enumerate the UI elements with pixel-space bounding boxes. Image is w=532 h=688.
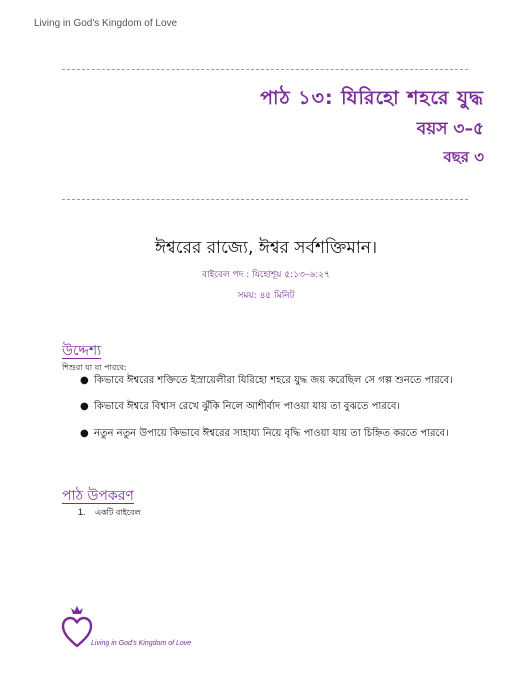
lesson-title: পাঠ ১৩: যিরিহো শহরে যুদ্ধ xyxy=(260,87,484,109)
objective-text: কিভাবে ঈশ্বরে বিশ্বাস রেখে ঝুঁকি নিলে আশীর্বাদ পাওয়া যায় তা বুঝতে পারবে। xyxy=(94,401,400,412)
lesson-title-block xyxy=(260,84,484,170)
objectives-intro: শিশুরা যা যা পারবে: xyxy=(62,363,127,372)
theme-statement: ঈশ্বরের রাজ্যে, ঈশ্বর সর্বশক্তিমান। xyxy=(154,238,378,258)
material-item xyxy=(78,507,140,520)
objectives-heading: উদ্দেশ্য xyxy=(62,343,102,359)
objective-text: নতুন নতুন উপায়ে কিভাবে ঈশ্বরের সাহায্য নিয়ে বৃদ্ধি পাওয়া যায় তা চিহ্নিত করতে পারবে। xyxy=(94,428,449,439)
crowned-heart-logo-icon xyxy=(60,603,94,649)
running-header: Living in God's Kingdom of Love xyxy=(34,18,178,29)
objective-text: কিভাবে ঈশ্বরের শক্তিতে ইস্রায়েলীরা যিরিহো শহরে যুদ্ধ জয় করেছিল সে গল্প শুনতে পারবে। xyxy=(94,375,453,386)
objective-item xyxy=(80,399,485,415)
materials-heading: পাঠ উপকরণ xyxy=(62,488,134,504)
theme-block xyxy=(0,235,532,303)
objective-item xyxy=(80,426,485,442)
middle-divider xyxy=(62,199,468,200)
bible-passage: বাইবেল পদ : যিহোশূয় ৫:১৩–৬:২৭ xyxy=(202,270,330,280)
materials-list xyxy=(78,507,140,520)
objectives-list xyxy=(80,373,485,453)
footer-text: Living in God's Kingdom of Love xyxy=(91,640,192,647)
bullet-icon: ● xyxy=(80,401,89,412)
duration: সময়: ৪৫ মিনিট xyxy=(237,291,295,301)
top-divider xyxy=(62,69,468,70)
bullet-icon: ● xyxy=(80,428,89,439)
objective-item xyxy=(80,373,485,389)
material-text: একটি বাইবেল xyxy=(95,508,141,517)
bullet-icon: ● xyxy=(80,375,89,386)
year-label: বছর ৩ xyxy=(443,148,484,166)
age-range: বয়স ৩–৫ xyxy=(416,119,484,139)
material-number: 1. xyxy=(78,507,86,517)
